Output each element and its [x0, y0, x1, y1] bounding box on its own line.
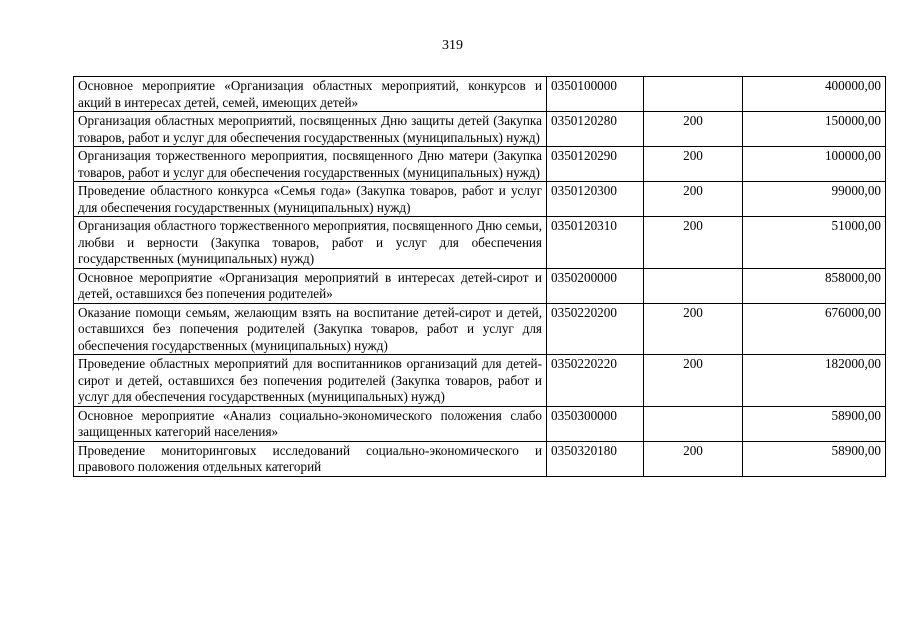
- row-expense-type: 200: [644, 355, 743, 407]
- row-sum: 58900,00: [743, 406, 886, 441]
- row-code: 0350220200: [547, 303, 644, 355]
- table-row: [74, 147, 886, 182]
- budget-table: [73, 76, 886, 477]
- table-row: [74, 303, 886, 355]
- row-sum: 400000,00: [743, 77, 886, 112]
- row-expense-type: 200: [644, 303, 743, 355]
- row-name: Проведение областного конкурса «Семья года» (Закупка товаров, работ и услуг для обеспечения государственных (муниципальных) нужд): [74, 182, 547, 217]
- row-sum: 100000,00: [743, 147, 886, 182]
- row-name: Оказание помощи семьям, желающим взять на воспитание детей-сирот и детей, оставшихся без попечения родителей (Закупка товаров, работ и услуг для обеспечения государственных (муниципальных) нужд): [74, 303, 547, 355]
- row-code: 0350220220: [547, 355, 644, 407]
- table-row: [74, 182, 886, 217]
- row-expense-type: 200: [644, 112, 743, 147]
- row-code: 0350120310: [547, 217, 644, 269]
- row-code: 0350120290: [547, 147, 644, 182]
- row-name: Проведение областных мероприятий для воспитанников организаций для детей-сирот и детей, оставшихся без попечения родителей (Закупка товаров, работ и услуг для обеспечения государственных (муниципальных) нужд): [74, 355, 547, 407]
- row-code: 0350320180: [547, 441, 644, 476]
- row-sum: 676000,00: [743, 303, 886, 355]
- row-code: 0350100000: [547, 77, 644, 112]
- row-code: 0350120280: [547, 112, 644, 147]
- row-expense-type: 200: [644, 182, 743, 217]
- table-row: [74, 77, 886, 112]
- row-expense-type: 200: [644, 147, 743, 182]
- table-row: [74, 112, 886, 147]
- row-code: 0350120300: [547, 182, 644, 217]
- row-name: Организация областного торжественного мероприятия, посвященного Дню семьи, любви и верности (Закупка товаров, работ и услуг для обеспечения государственных (муниципальных) нужд): [74, 217, 547, 269]
- row-sum: 182000,00: [743, 355, 886, 407]
- row-expense-type: [644, 77, 743, 112]
- row-expense-type: [644, 268, 743, 303]
- table-row: [74, 406, 886, 441]
- row-sum: 858000,00: [743, 268, 886, 303]
- table-row: [74, 217, 886, 269]
- row-name: Организация областных мероприятий, посвященных Дню защиты детей (Закупка товаров, работ и услуг для обеспечения государственных (муниципальных) нужд): [74, 112, 547, 147]
- row-name: Основное мероприятие «Организация мероприятий в интересах детей-сирот и детей, оставшихся без попечения родителей»: [74, 268, 547, 303]
- table-row: [74, 355, 886, 407]
- row-sum: 51000,00: [743, 217, 886, 269]
- row-expense-type: [644, 406, 743, 441]
- row-sum: 58900,00: [743, 441, 886, 476]
- row-sum: 150000,00: [743, 112, 886, 147]
- row-expense-type: 200: [644, 217, 743, 269]
- row-code: 0350200000: [547, 268, 644, 303]
- budget-table-body: [74, 77, 886, 477]
- row-code: 0350300000: [547, 406, 644, 441]
- table-row: [74, 441, 886, 476]
- row-sum: 99000,00: [743, 182, 886, 217]
- row-name: Основное мероприятие «Организация областных мероприятий, конкурсов и акций в интересах детей, семей, имеющих детей»: [74, 77, 547, 112]
- page-number: 319: [442, 38, 463, 53]
- row-name: Организация торжественного мероприятия, посвященного Дню матери (Закупка товаров, работ и услуг для обеспечения государственных (муниципальных) нужд): [74, 147, 547, 182]
- row-name: Основное мероприятие «Анализ социально-экономического положения слабо защищенных категорий населения»: [74, 406, 547, 441]
- table-row: [74, 268, 886, 303]
- row-name: Проведение мониторинговых исследований социально-экономического и правового положения отдельных категорий: [74, 441, 547, 476]
- row-expense-type: 200: [644, 441, 743, 476]
